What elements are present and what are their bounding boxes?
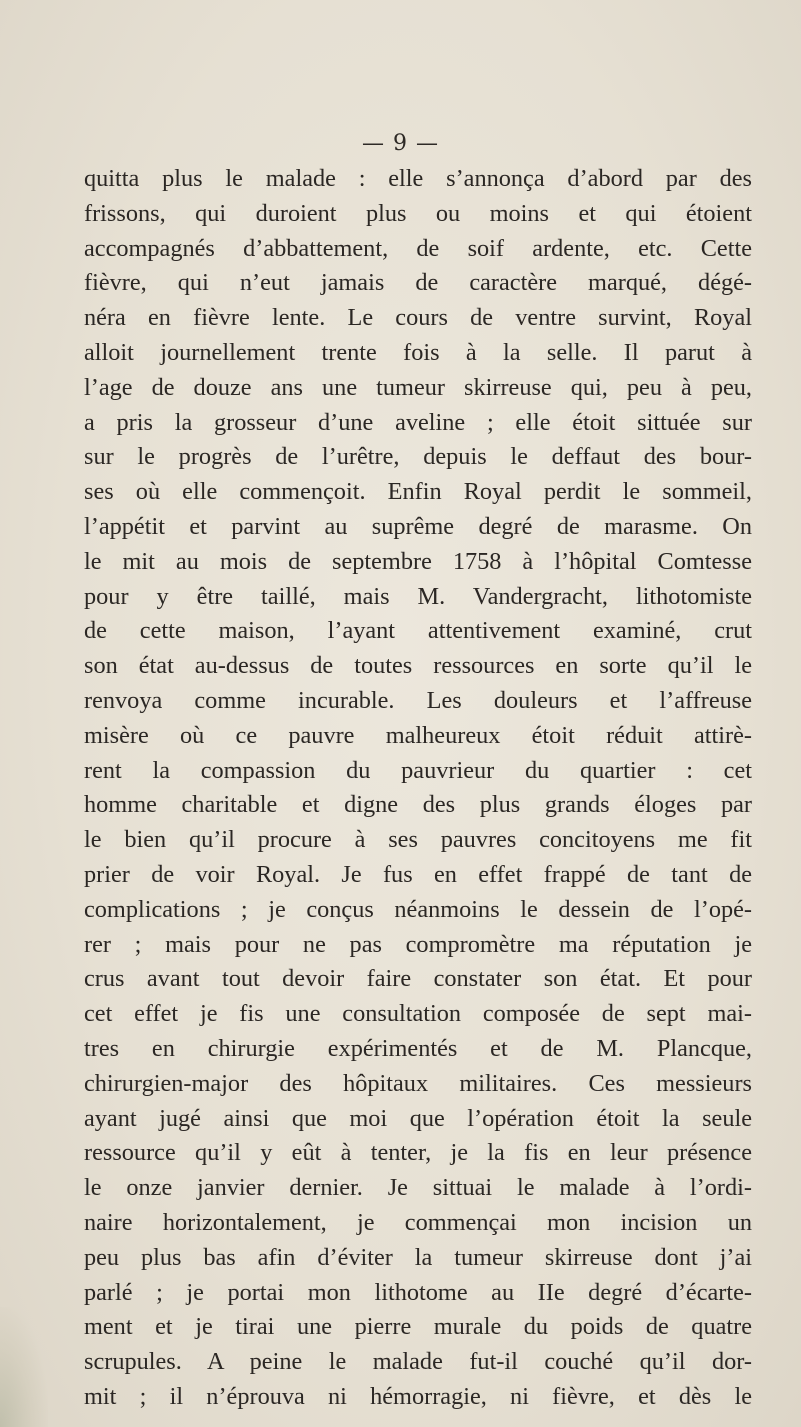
text-line: pour y être taillé, mais M. Vandergracht, lithotomiste bbox=[84, 582, 752, 610]
text-line: crus avant tout devoir faire constater son état. Et pour bbox=[84, 965, 752, 993]
text-line: scrupules. A peine le malade fut-il couché qu’il dor- bbox=[84, 1348, 752, 1376]
text-line: accompagnés d’abbattement, de soif ardente, etc. Cette bbox=[84, 234, 752, 262]
text-line: misère où ce pauvre malheureux étoit réduit attirè- bbox=[84, 721, 752, 749]
text-line: de cette maison, l’ayant attentivement examiné, crut bbox=[84, 617, 752, 645]
text-line: sur le progrès de l’urêtre, depuis le deffaut des bour- bbox=[84, 443, 752, 471]
page-stain bbox=[0, 1307, 48, 1427]
text-line: cet effet je fis une consultation composée de sept mai- bbox=[84, 1000, 752, 1028]
text-line: complications ; je conçus néanmoins le dessein de l’opé- bbox=[84, 895, 752, 923]
text-line: renvoya comme incurable. Les douleurs et l’affreuse bbox=[84, 686, 752, 714]
text-line: le mit au mois de septembre 1758 à l’hôpital Comtesse bbox=[84, 547, 752, 575]
text-line: le onze janvier dernier. Je sittuai le malade à l’ordi- bbox=[84, 1174, 752, 1202]
text-line: quitta plus le malade : elle s’annonça d’abord par des bbox=[84, 165, 752, 192]
text-line: l’appétit et parvint au suprême degré de marasme. On bbox=[84, 512, 752, 540]
text-line: alloit journellement trente fois à la selle. Il parut à bbox=[84, 338, 752, 366]
text-line: peu plus bas afin d’éviter la tumeur skirreuse dont j’ai bbox=[84, 1243, 752, 1271]
text-line: rer ; mais pour ne pas compromètre ma réputation je bbox=[84, 930, 752, 958]
text-line: ressource qu’il y eût à tenter, je la fis en leur présence bbox=[84, 1139, 752, 1167]
text-line: tres en chirurgie expérimentés et de M. Plancque, bbox=[84, 1034, 752, 1062]
text-line: frissons, qui duroient plus ou moins et qui étoient bbox=[84, 199, 752, 227]
text-line: son état au-dessus de toutes ressources en sorte qu’il le bbox=[84, 652, 752, 680]
text-line: l’age de douze ans une tumeur skirreuse qui, peu à peu, bbox=[84, 373, 752, 401]
text-line: ses où elle commençoit. Enfin Royal perdit le sommeil, bbox=[84, 478, 752, 506]
text-line: parlé ; je portai mon lithotome au IIe degré d’écarte- bbox=[84, 1278, 752, 1306]
text-line: mit ; il n’éprouva ni hémorragie, ni fièvre, et dès le bbox=[84, 1382, 752, 1410]
page-number: — 9 — bbox=[362, 131, 439, 156]
text-line: le bien qu’il procure à ses pauvres concitoyens me fit bbox=[84, 826, 752, 854]
text-line: naire horizontalement, je commençai mon incision un bbox=[84, 1208, 752, 1236]
text-line: homme charitable et digne des plus grands éloges par bbox=[84, 791, 752, 819]
text-line: rent la compassion du pauvrieur du quartier : cet bbox=[84, 756, 752, 784]
text-line: ayant jugé ainsi que moi que l’opération étoit la seule bbox=[84, 1104, 752, 1132]
text-line: fièvre, qui n’eut jamais de caractère marqué, dégé- bbox=[84, 269, 752, 297]
text-line: chirurgien-major des hôpitaux militaires. Ces messieurs bbox=[84, 1069, 752, 1097]
text-line: prier de voir Royal. Je fus en effet frappé de tant de bbox=[84, 860, 752, 888]
text-line: a pris la grosseur d’une aveline ; elle étoit sittuée sur bbox=[84, 408, 752, 436]
text-line: néra en fièvre lente. Le cours de ventre survint, Royal bbox=[84, 304, 752, 332]
body-text bbox=[84, 162, 752, 1415]
text-line: ment et je tirai une pierre murale du poids de quatre bbox=[84, 1313, 752, 1341]
